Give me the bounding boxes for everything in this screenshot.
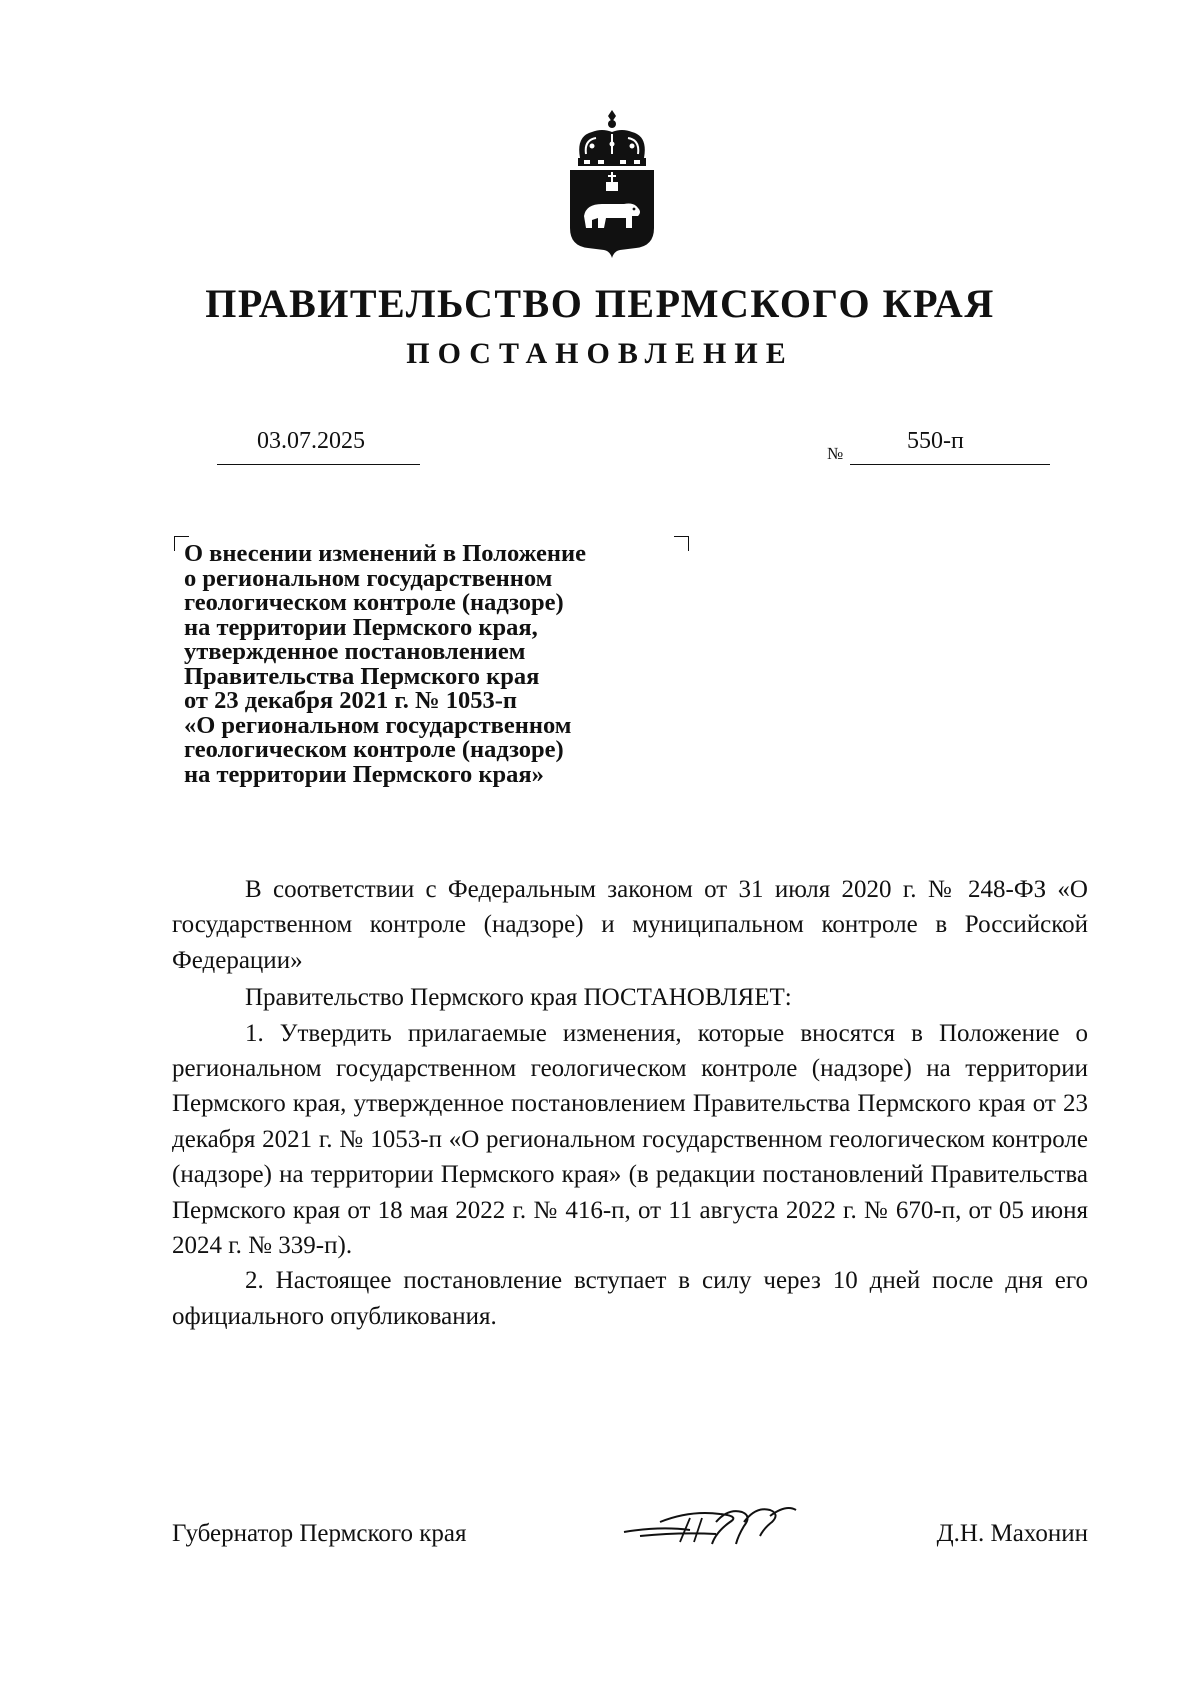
document-subject	[184, 542, 664, 787]
document-number: 550-п	[907, 428, 964, 454]
perm-krai-coat-of-arms-icon	[562, 108, 662, 260]
handwritten-signature-icon	[620, 1492, 800, 1552]
body-paragraph-preamble: В соответствии с Федеральным законом от 31 июля 2020 г. № 248-ФЗ «О государственном контроле (надзоре) и муниципальном контроле в Российской Федерации»	[172, 876, 1088, 974]
subject-line: на территории Пермского края,	[184, 613, 538, 641]
subject-line: геологическом контроле (надзоре)	[184, 589, 564, 616]
body-paragraph-item-2: 2. Настоящее постановление вступает в силу через 10 дней после дня его официального опубликования.	[172, 1267, 1088, 1330]
document-date: 03.07.2025	[257, 428, 365, 454]
subject-line: Правительства Пермского края	[184, 662, 540, 690]
subject-line: геологическом контроле (надзоре)	[184, 736, 564, 763]
signature-block	[172, 1520, 1088, 1560]
document-body	[172, 872, 1088, 1334]
subject-line: от 23 декабря 2021 г. № 1053-п	[184, 687, 517, 714]
subject-corner-right	[674, 536, 689, 551]
body-paragraph-item-1: 1. Утвердить прилагаемые изменения, которые вносятся в Положение о региональном государственном геологическом контроле (надзоре) на территории Пермского края, утвержденное постановлением Правительства Пермского края от 23 декабря 2021 г. № 1053-п «О региональном государственном геологическом контроле (надзоре) на территории Пермского края» (в редакции постановлений Правительства Пермского края от 18 мая 2022 г. № 416-п, от 11 августа 2022 г. № 670-п, от 05 июня 2024 г. № 339-п).	[172, 1019, 1088, 1260]
document-date-field	[217, 428, 420, 465]
signatory-title: Губернатор Пермского края	[172, 1520, 467, 1547]
subject-line: утвержденное постановлением	[184, 638, 526, 665]
subject-line: «О региональном государственном	[184, 711, 572, 739]
organization-title: ПРАВИТЕЛЬСТВО ПЕРМСКОГО КРАЯ	[205, 281, 995, 326]
document-type: ПОСТАНОВЛЕНИЕ	[406, 337, 794, 370]
subject-line: О внесении изменений в Положение	[184, 540, 587, 567]
subject-line: на территории Пермского края»	[184, 760, 544, 788]
number-sign: №	[827, 444, 844, 463]
document-number-field	[850, 428, 1050, 465]
subject-line: о региональном государственном	[184, 564, 553, 592]
body-paragraph-resolves: Правительство Пермского края ПОСТАНОВЛЯЕТ:	[245, 984, 792, 1012]
signatory-name: Д.Н. Махонин	[936, 1520, 1088, 1547]
